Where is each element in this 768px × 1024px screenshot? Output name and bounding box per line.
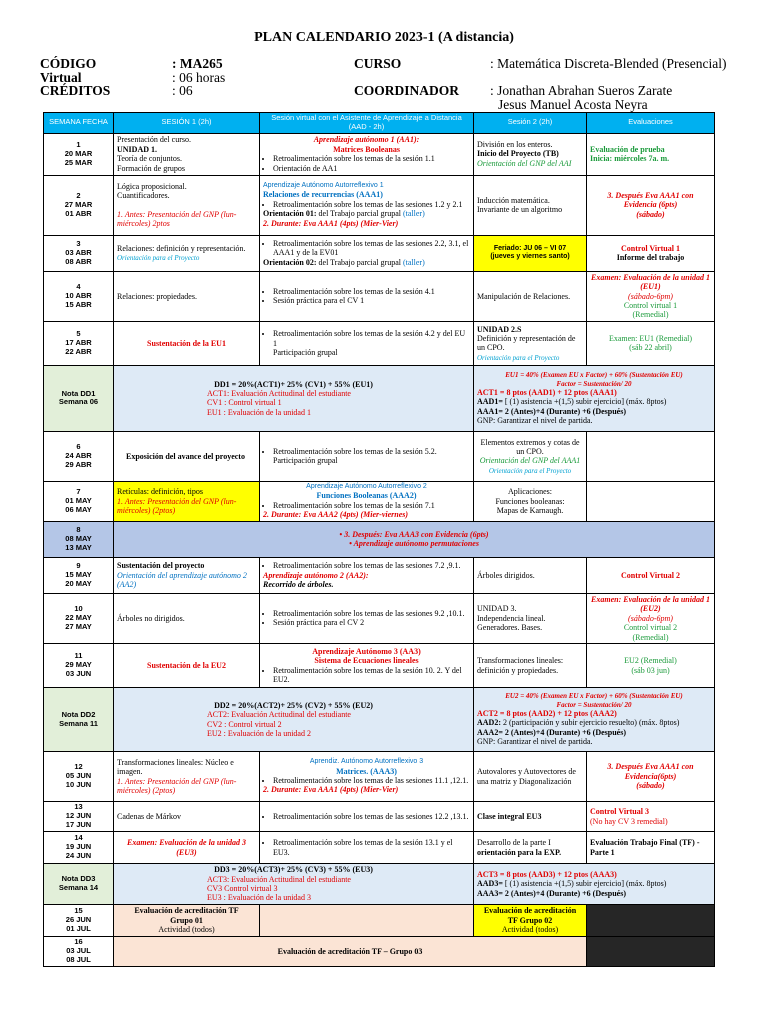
week-cell: 3 03 ABR 08 ABR xyxy=(44,235,114,271)
session2-cell: Evaluación de acreditación TF Grupo 02 Actividad (todos) xyxy=(474,904,587,936)
week-cell: 12 05 JUN 10 JUN xyxy=(44,752,114,802)
session1-cell: Relaciones: propiedades. xyxy=(114,271,260,321)
evaluation-cell xyxy=(587,904,715,936)
aad-cell: Aprendizaje Autónomo Autorreflexivo 1 Relaciones de recurrencias (AAA1) • Retroalimentación sobre los temas de las sesiones 1.2 y 2.1 Orientación 01: del Trabajo parcial grupal (taller) 2. Durante: Eva AAA1 (4pts) (Mier-Vier) xyxy=(260,175,474,235)
week-cell: 6 24 ABR 29 ABR xyxy=(44,431,114,481)
aad-cell: Aprendizaje Autónomo Autorreflexivo 2 Funciones Booleanas (AAA2) • Retroalimentación sobre los temas de la sesión 7.1 2. Durante: Eva AAA2 (4pts) (Mier-viernes) xyxy=(260,481,474,521)
session1-cell: Exposición del avance del proyecto xyxy=(114,431,260,481)
week-cell: Nota DD1 Semana 06 xyxy=(44,365,114,431)
table-row xyxy=(44,481,715,521)
creditos-label: CRÉDITOS xyxy=(40,83,111,98)
evaluation-cell: Evaluación de prueba Inicia: miércoles 7a. m. xyxy=(587,133,715,175)
session1-cell: Retículas: definición, tipos 1. Antes: Presentación del GNP (lun-miércoles) (2ptos) xyxy=(114,481,260,521)
session2-cell: División en los enteros. Inicio del Proyecto (TB) Orientación del GNP del AAI xyxy=(474,133,587,175)
aad-cell: Aprendiz. Autónomo Autorreflexivo 3 Matrices. (AAA3) • Retroalimentación sobre los temas de las sesiones 11.1 ,12.1. 2. Durante: Eva AAA1 (4pts) (Mier-Vier) xyxy=(260,752,474,802)
week-cell: 8 08 MAY 13 MAY xyxy=(44,521,114,557)
table-row xyxy=(44,133,715,175)
week-cell: Nota DD3 Semana 14 xyxy=(44,864,114,905)
table-row xyxy=(44,321,715,365)
table-row xyxy=(44,936,715,966)
table-row xyxy=(44,431,715,481)
session2-cell: Manipulación de Relaciones. xyxy=(474,271,587,321)
evaluation-cell: 3. Después Eva AAA1 con Evidencia (6pts) (sábado) xyxy=(587,175,715,235)
aad-cell: • Retroalimentación sobre los temas de la sesión 5.2. Participación grupal xyxy=(260,431,474,481)
table-row xyxy=(44,271,715,321)
session2-cell: Aplicaciones: Funciones booleanas: Mapas de Karnaugh. xyxy=(474,481,587,521)
aad-cell: • Retroalimentación sobre los temas de las sesiones 9.2 ,10.1. • Sesión práctica para el CV 2 xyxy=(260,593,474,643)
dd-detail-cell: ACT3 = 8 ptos (AAD3) + 12 ptos (AAA3) AAD3= [ (1) asistencia +(1,5) subir ejercicio] (máx. 8ptos) AAA3= 2 (Antes)+4 (Durante) +6 (Después) xyxy=(474,864,715,905)
coordinador-value-1: : Jonathan Abrahan Sueros Zarate xyxy=(490,83,673,98)
week-cell: 14 19 JUN 24 JUN xyxy=(44,832,114,864)
table-row xyxy=(44,235,715,271)
table-row xyxy=(44,688,715,752)
evaluation-cell: Control Virtual 2 xyxy=(587,557,715,593)
table-row xyxy=(44,752,715,802)
evaluation-cell xyxy=(587,431,715,481)
aad-cell: Aprendizaje autónomo 1 (AA1): Matrices Booleanas • Retroalimentación sobre los temas de la sesión 1.1 • Orientación de AA1 xyxy=(260,133,474,175)
session1-cell: Lógica proposicional. Cuantificadores. 1. Antes: Presentación del GNP (lun-miércoles) 2ptos xyxy=(114,175,260,235)
session1-cell: Sustentación de la EU1 xyxy=(114,321,260,365)
table-row xyxy=(44,521,715,557)
week-cell: 10 22 MAY 27 MAY xyxy=(44,593,114,643)
virtual-label: Virtual xyxy=(40,70,82,85)
aad-cell xyxy=(260,904,474,936)
session2-cell: Feriado: JU 06 – VI 07 (jueves y viernes santo) xyxy=(474,235,587,271)
col-header-session2: Sesión 2 (2h) xyxy=(474,113,587,134)
session1-cell: Examen: Evaluación de la unidad 3 (EU3) xyxy=(114,832,260,864)
session1-cell: Árboles no dirigidos. xyxy=(114,593,260,643)
creditos-value: : 06 xyxy=(172,83,193,98)
dd-formula-cell: DD1 = 20%(ACT1)+ 25% (CV1) + 55% (EU1) ACT1: Evaluación Actitudinal del estudiante CV1 : Control virtual 1 EU1 : Evaluación de la unidad 1 xyxy=(114,365,474,431)
session1-cell: Relaciones: definición y representación. Orientación para el Proyecto xyxy=(114,235,260,271)
col-header-session1: SESIÓN 1 (2h) xyxy=(114,113,260,134)
table-row xyxy=(44,557,715,593)
table-header-row xyxy=(44,113,715,134)
evaluation-cell: Examen: Evaluación de la unidad 1 (EU2) (sábado-6pm) Control virtual 2 (Remedial) xyxy=(587,593,715,643)
week-cell: 2 27 MAR 01 ABR xyxy=(44,175,114,235)
table-row xyxy=(44,365,715,431)
aad-cell: • Retroalimentación sobre los temas de la sesión 4.1 • Sesión práctica para el CV 1 xyxy=(260,271,474,321)
week-cell: 1 20 MAR 25 MAR xyxy=(44,133,114,175)
coordinador-label: COORDINADOR xyxy=(354,83,460,98)
evaluation-cell: Examen: EU1 (Remedial) (sáb 22 abril) xyxy=(587,321,715,365)
session2-cell: Transformaciones lineales: definición y propiedades. xyxy=(474,644,587,688)
aad-cell: • Retroalimentación sobre los temas de la sesión 13.1 y el EU3. xyxy=(260,832,474,864)
dd-formula-cell: DD3 = 20%(ACT3)+ 25% (CV3) + 55% (EU3) ACT3: Evaluación Actitudinal del estudiante CV3 Control virtual 3 EU3 : Evaluación de la unidad 3 xyxy=(114,864,474,905)
week-cell: 9 15 MAY 20 MAY xyxy=(44,557,114,593)
session1-cell: Transformaciones lineales: Núcleo e imagen. 1. Antes: Presentación del GNP (lun-miércoles) (2ptos) xyxy=(114,752,260,802)
week-cell: 13 12 JUN 17 JUN xyxy=(44,802,114,832)
session1-cell: Cadenas de Márkov xyxy=(114,802,260,832)
dd-formula-cell: DD2 = 20%(ACT2)+ 25% (CV2) + 55% (EU2) ACT2: Evaluación Actitudinal del estudiante CV2 : Control virtual 2 EU2 : Evaluación de la unidad 2 xyxy=(114,688,474,752)
evaluation-cell: Evaluación Trabajo Final (TF) - Parte 1 xyxy=(587,832,715,864)
codigo-value: : MA265 xyxy=(172,56,223,71)
col-header-aad: Sesión virtual con el Asistente de Aprendizaje a Distancia (AAD - 2h) xyxy=(260,113,474,134)
curso-value: : Matemática Discreta-Blended (Presencial) xyxy=(490,56,727,71)
session2-cell: UNIDAD 2.S Definición y representación de un CPO. Orientación para el Proyecto xyxy=(474,321,587,365)
aad-cell: • Retroalimentación sobre los temas de las sesiones 12.2 ,13.1. xyxy=(260,802,474,832)
dd-detail-cell: EU2 = 40% (Examen EU x Factor) + 60% (Sustentación EU) Factor = Sustentación/ 20 ACT2 = 8 ptos (AAD2) + 12 ptos (AAA2) AAD2: 2 (participación y subir ejercicio resuelto) (máx. 8ptos) AAA2= 2 (Antes)+4 (Durante) +6 (Después) GNP: Garantizar el nivel de partida. xyxy=(474,688,715,752)
table-row xyxy=(44,802,715,832)
evaluation-cell xyxy=(587,936,715,966)
evaluation-cell: 3. Después Eva AAA1 con Evidencia(6pts) (sábado) xyxy=(587,752,715,802)
week-cell: Nota DD2 Semana 11 xyxy=(44,688,114,752)
evaluation-cell: Control Virtual 3 (No hay CV 3 remedial) xyxy=(587,802,715,832)
aad-cell: Aprendizaje Autónomo 3 (AA3) Sistema de Ecuaciones lineales • Retroalimentación sobre los temas de la sesión 10. 2. Y del EU2. xyxy=(260,644,474,688)
week8-note-cell: • 3. Después: Eva AAA3 con Evidencia (6pts) • Aprendizaje autónomo permutaciones xyxy=(114,521,715,557)
table-row xyxy=(44,593,715,643)
dd-detail-cell: EU1 = 40% (Examen EU x Factor) + 60% (Sustentación EU) Factor = Sustentación/ 20 ACT1 = 8 ptos (AAD1) + 12 ptos (AAA1) AAD1= [ (1) asistencia +(1,5) subir ejercicio] (máx. 8ptos) AAA1= 2 (Antes)+4 (Durante) +6 (Después) GNP: Garantizar el nivel de partida. xyxy=(474,365,715,431)
aad-cell: • Retroalimentación sobre los temas de la sesión 4.2 y del EU 1 Participación grupal xyxy=(260,321,474,365)
table-row xyxy=(44,175,715,235)
coordinador-value-2: Jesus Manuel Acosta Neyra xyxy=(498,97,648,112)
table-row xyxy=(44,864,715,905)
col-header-evaluations: Evaluaciones xyxy=(587,113,715,134)
session1-cell: Sustentación de la EU2 xyxy=(114,644,260,688)
week-cell: 5 17 ABR 22 ABR xyxy=(44,321,114,365)
week-cell: 15 26 JUN 01 JUL xyxy=(44,904,114,936)
week-cell: 16 03 JUL 08 JUL xyxy=(44,936,114,966)
week-cell: 4 10 ABR 15 ABR xyxy=(44,271,114,321)
session2-cell: Autovalores y Autovectores de una matriz y Diagonalización xyxy=(474,752,587,802)
session2-cell: Árboles dirigidos. xyxy=(474,557,587,593)
virtual-value: : 06 horas xyxy=(172,70,226,85)
evaluation-cell xyxy=(587,481,715,521)
final-group-cell: Evaluación de acreditación TF – Grupo 03 xyxy=(114,936,587,966)
week-cell: 11 29 MAY 03 JUN xyxy=(44,644,114,688)
session1-cell: Evaluación de acreditación TF Grupo 01 Actividad (todos) xyxy=(114,904,260,936)
evaluation-cell: Examen: Evaluación de la unidad 1 (EU1) (sábado-6pm) Control virtual 1 (Remedial) xyxy=(587,271,715,321)
curso-label: CURSO xyxy=(354,56,402,71)
session2-cell: Inducción matemática. Invariante de un algoritmo xyxy=(474,175,587,235)
table-row xyxy=(44,904,715,936)
session1-cell: Presentación del curso. UNIDAD 1. Teoría de conjuntos. Formación de grupos xyxy=(114,133,260,175)
calendar-table xyxy=(43,112,715,967)
table-row xyxy=(44,644,715,688)
aad-cell: • Retroalimentación sobre los temas de las sesiones 7.2 ,9.1. Aprendizaje autónomo 2 (AA2): Recorrido de árboles. xyxy=(260,557,474,593)
evaluation-cell: Control Virtual 1 Informe del trabajo xyxy=(587,235,715,271)
session2-cell: UNIDAD 3. Independencia lineal. Generadores. Bases. xyxy=(474,593,587,643)
col-header-week: SEMANA FECHA xyxy=(44,113,114,134)
session2-cell: Desarrollo de la parte I orientación para la EXP. xyxy=(474,832,587,864)
page-title: PLAN CALENDARIO 2023-1 (A distancia) xyxy=(254,30,514,45)
evaluation-cell: EU2 (Remedial) (sáb 03 jun) xyxy=(587,644,715,688)
aad-cell: • Retroalimentación sobre los temas de las sesiones 2.2, 3.1, el AAA1 y de la EV01 Orientación 02: del Trabajo parcial grupal (taller) xyxy=(260,235,474,271)
codigo-label: CÓDIGO xyxy=(40,56,97,71)
session2-cell: Clase integral EU3 xyxy=(474,802,587,832)
table-row xyxy=(44,832,715,864)
week-cell: 7 01 MAY 06 MAY xyxy=(44,481,114,521)
session2-cell: Elementos extremos y cotas de un CPO. Orientación del GNP del AAA1 Orientación para el Proyecto xyxy=(474,431,587,481)
session1-cell: Sustentación del proyecto Orientación del aprendizaje autónomo 2 (AA2) xyxy=(114,557,260,593)
